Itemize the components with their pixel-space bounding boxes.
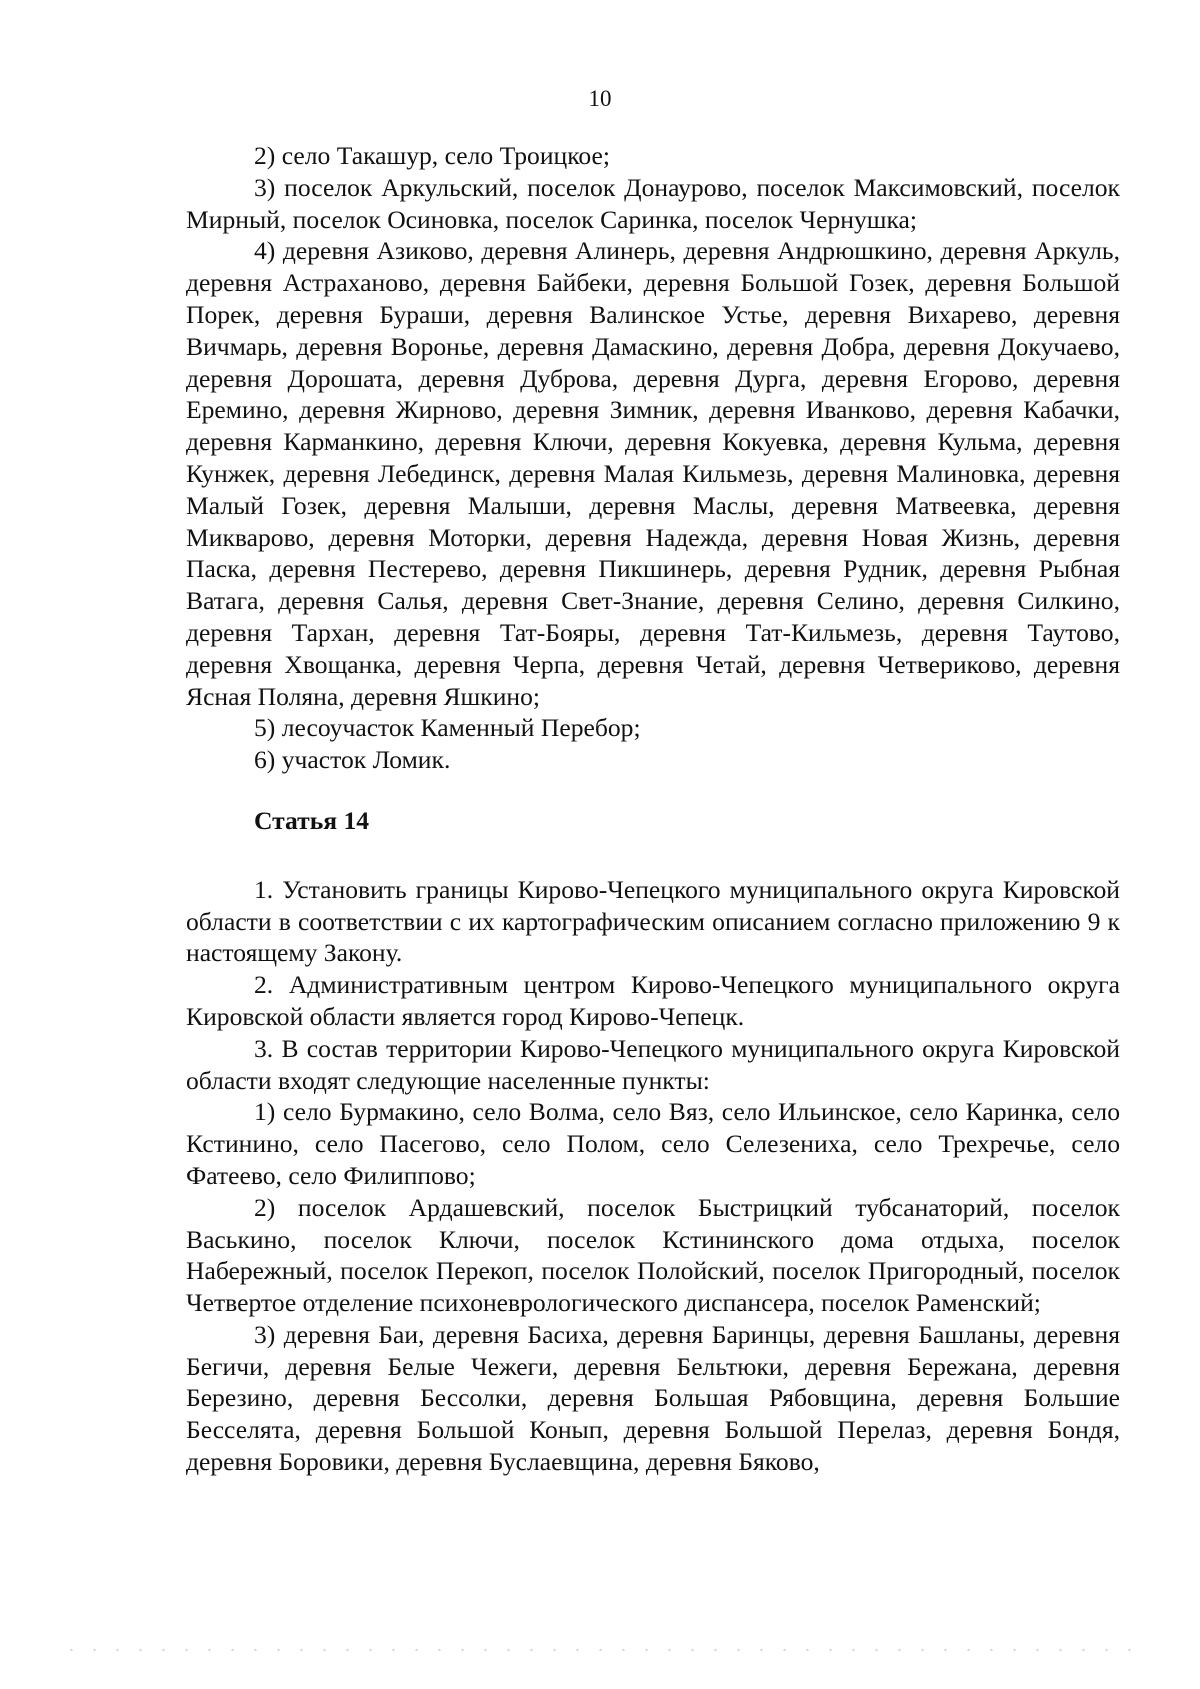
article-heading: Статья 14 xyxy=(254,805,370,835)
article-clause-3: 3. В состав территории Кирово-Чепецкого муниципального округа Кировской области входят следующие населенные пункты: xyxy=(186,1033,1120,1095)
article-clause-2: 2. Административным центром Кирово-Чепецкого муниципального округа Кировской области является город Кирово-Чепецк. xyxy=(186,970,1120,1031)
article-clause-1: 1. Установить границы Кирово-Чепецкого муниципального округа Кировской области в соответствии с их картографическим описанием согласно приложению 9 к настоящему Закону. xyxy=(186,874,1120,968)
page-number: 10 xyxy=(588,86,612,111)
list-item-3: 3) поселок Аркульский, поселок Донаурово, поселок Максимовский, поселок Мирный, поселок Осиновка, поселок Саринка, поселок Чернушка; xyxy=(186,172,1120,234)
settlement-list-item-3: 3) деревня Баи, деревня Басиха, деревня Баринцы, деревня Башланы, деревня Бегичи, деревня Белые Чежеги, деревня Бельтюки, деревня Бережана, деревня Березино, деревня Бессолки, деревня Большая Рябовщина, деревня Большие Бесселята, деревня Большой Конып, деревня Большой Перелаз, деревня Бондя, деревня Боровики, деревня Буслаевщина, деревня Бяково, xyxy=(186,1319,1120,1477)
document-body xyxy=(186,140,1120,1478)
list-item-5: 5) лесоучасток Каменный Перебор; xyxy=(254,713,641,743)
list-item-4: 4) деревня Азиково, деревня Алинерь, деревня Андрюшкино, деревня Аркуль, деревня Астраханово, деревня Байбеки, деревня Большой Гозек, деревня Большой Порек, деревня Бураши, деревня Валинское Устье, деревня Вихарево, деревня Вичмарь, деревня Воронье, деревня Дамаскино, деревня Добра, деревня Докучаево, деревня Дорошата, деревня Дуброва, деревня Дурга, деревня Егорово, деревня Еремино, деревня Жирново, деревня Зимник, деревня Иванково, деревня Кабачки, деревня Карманкино, деревня Ключи, деревня Кокуевка, деревня Кульма, деревня Кунжек, деревня Лебединск, деревня Малая Кильмезь, деревня Малиновка, деревня Малый Гозек, деревня Малыши, деревня Маслы, деревня Матвеевка, деревня Микварово, деревня Моторки, деревня Надежда, деревня Новая Жизнь, деревня Паска, деревня Пестерево, деревня Пикшинерь, деревня Рудник, деревня Рыбная Ватага, деревня Салья, деревня Свет-Знание, деревня Селино, деревня Силкино, деревня Тархан, деревня Тат-Бояры, деревня Тат-Кильмезь, деревня Таутово, деревня Хвощанка, деревня Черпа, деревня Четай, деревня Четвериково, деревня Ясная Поляна, деревня Яшкино; xyxy=(186,236,1120,711)
settlement-list-item-2: 2) поселок Ардашевский, поселок Быстрицкий тубсанаторий, поселок Васькино, поселок Ключи, поселок Кстининского дома отдыха, поселок Набережный, поселок Перекоп, поселок Полойский, поселок Пригородный, поселок Четвертое отделение психоневрологического диспансера, поселок Раменский; xyxy=(186,1192,1120,1318)
list-item-6: 6) участок Ломик. xyxy=(254,745,451,775)
settlement-list-item-1: 1) село Бурмакино, село Волма, село Вяз, село Ильинское, село Каринка, село Кстинино, село Пасегово, село Полом, село Селезениха, село Трехречье, село Фатеево, село Филиппово; xyxy=(186,1097,1120,1190)
list-item-2: 2) село Такашур, село Троицкое; xyxy=(254,141,610,170)
scan-artifact-dots xyxy=(60,1648,1140,1652)
